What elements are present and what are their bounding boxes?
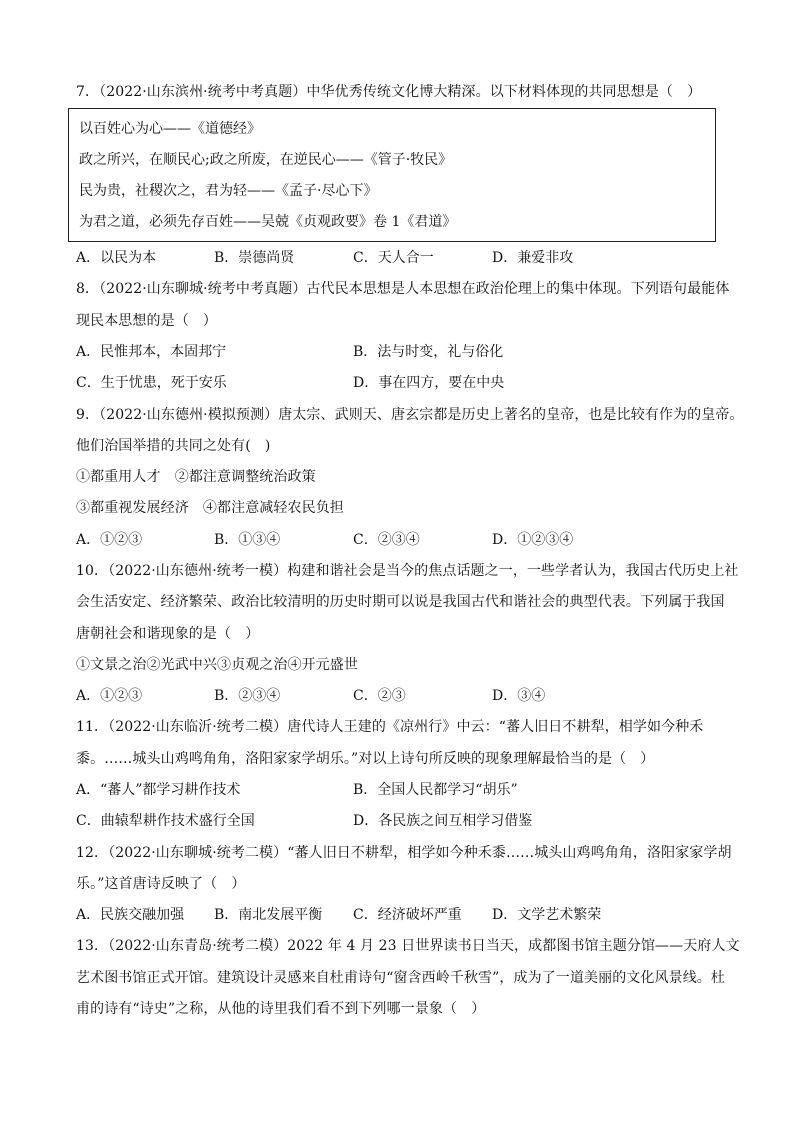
question-7-option-c: C．天人合一 xyxy=(353,250,434,266)
question-11-option-c: C．曲辕犁耕作技术盛行全国 xyxy=(76,813,255,829)
question-8-option-b: B．法与时变，礼与俗化 xyxy=(353,344,504,360)
question-7-option-d: D．兼爱非攻 xyxy=(492,250,574,266)
quote-line: 为君之道，必须先存百姓——吴兢《贞观政要》卷 1《君道》 xyxy=(79,214,457,230)
question-12-option-c: C．经济破坏严重 xyxy=(353,907,462,923)
question-7-stem: 7．（2022·山东滨州·统考中考真题）中华优秀传统文化博大精深。以下材料体现的共同思想是（ ） xyxy=(76,84,702,100)
question-8-stem-line: 现民本思想的是（ ） xyxy=(76,313,217,329)
question-12-option-b: B．南北发展平衡 xyxy=(214,907,323,923)
question-9-option-d: D．①②③④ xyxy=(492,532,574,548)
question-12-stem-line: 乐。”这首唐诗反映了（ ） xyxy=(76,876,246,892)
question-7-option-a: A．以民为本 xyxy=(76,250,157,266)
question-10-stem-line: 10．（2022·山东德州·统考一模）构建和谐社会是当今的焦点话题之一，一些学者认为，我国古代历史上社 xyxy=(76,563,739,579)
question-12-option-d: D．文学艺术繁荣 xyxy=(492,907,602,923)
question-8-option-d: D．事在四方，要在中央 xyxy=(353,375,505,391)
question-10-stem-line: 唐朝社会和谐现象的是（ ） xyxy=(76,626,260,642)
question-11-option-a: A．“蕃人”都学习耕作技术 xyxy=(76,782,241,798)
question-9-statement: ①都重用人才 ②都注意调整统治政策 xyxy=(76,469,316,485)
question-13-stem-line: 艺术图书馆正式开馆。建筑设计灵感来自杜甫诗句“窗含西岭千秋雪”，成为了一道美丽的文化风景线。杜 xyxy=(76,970,726,986)
question-8-option-c: C．生于忧患，死于安乐 xyxy=(76,375,227,391)
question-9-option-c: C．②③④ xyxy=(353,532,420,548)
quote-line: 民为贵，社稷次之，君为轻——《孟子·尽心下》 xyxy=(79,183,378,199)
quote-line: 政之所兴，在顺民心;政之所废，在逆民心——《管子·牧民》 xyxy=(79,152,453,168)
question-9-stem-line: 他们治国举措的共同之处有( ) xyxy=(76,438,271,454)
question-12-stem-line: 12．（2022·山东聊城·统考二模）“蕃人旧日不耕犁，相学如今种禾黍……城头山鸡鸣角角，洛阳家家学胡 xyxy=(76,845,732,861)
question-10-option-a: A．①②③ xyxy=(76,688,143,704)
question-9-option-b: B．①③④ xyxy=(214,532,281,548)
question-10-option-b: B．②③④ xyxy=(214,688,281,704)
question-10-option-c: C．②③ xyxy=(353,688,406,704)
question-11-option-d: D．各民族之间互相学习借鉴 xyxy=(353,813,533,829)
question-11-stem-line: 黍。……城头山鸡鸣角角，洛阳家家学胡乐。”对以上诗句所反映的现象理解最恰当的是（ ） xyxy=(76,751,655,767)
question-9-statement: ③都重视发展经济 ④都注意减轻农民负担 xyxy=(76,500,344,516)
question-7-quote-box xyxy=(68,108,716,242)
quote-line: 以百姓心为心——《道德经》 xyxy=(79,121,261,137)
question-9-stem-line: 9．（2022·山东德州·模拟预测）唐太宗、武则天、唐玄宗都是历史上著名的皇帝，也是比较有作为的皇帝。 xyxy=(76,407,744,423)
question-12-option-a: A．民族交融加强 xyxy=(76,907,185,923)
question-13-stem-line: 甫的诗有“诗史”之称，从他的诗里我们看不到下列哪一景象（ ） xyxy=(76,1001,486,1017)
question-10-option-d: D．③④ xyxy=(492,688,546,704)
question-13-stem-line: 13．（2022·山东青岛·统考二模）2022 年 4 月 23 日世界读书日当天，成都图书馆主题分馆——天府人文 xyxy=(76,938,740,954)
question-10-statement: ①文景之治②光武中兴③贞观之治④开元盛世 xyxy=(76,657,358,673)
question-7-option-b: B．崇德尚贤 xyxy=(214,250,295,266)
question-8-stem-line: 8．（2022·山东聊城·统考中考真题）古代民本思想是人本思想在政治伦理上的集中体现。下列语句最能体 xyxy=(76,281,730,297)
question-9-option-a: A．①②③ xyxy=(76,532,143,548)
question-11-option-b: B．全国人民都学习“胡乐” xyxy=(353,782,518,798)
question-10-stem-line: 会生活安定、经济繁荣、政治比较清明的历史时期可以说是我国古代和谐社会的典型代表。下列属于我国 xyxy=(76,594,725,610)
question-8-option-a: A．民惟邦本，本固邦宁 xyxy=(76,344,227,360)
question-11-stem-line: 11．（2022·山东临沂·统考二模）唐代诗人王建的《凉州行》中云：“蕃人旧日不耕犁，相学如今种禾 xyxy=(76,719,704,735)
